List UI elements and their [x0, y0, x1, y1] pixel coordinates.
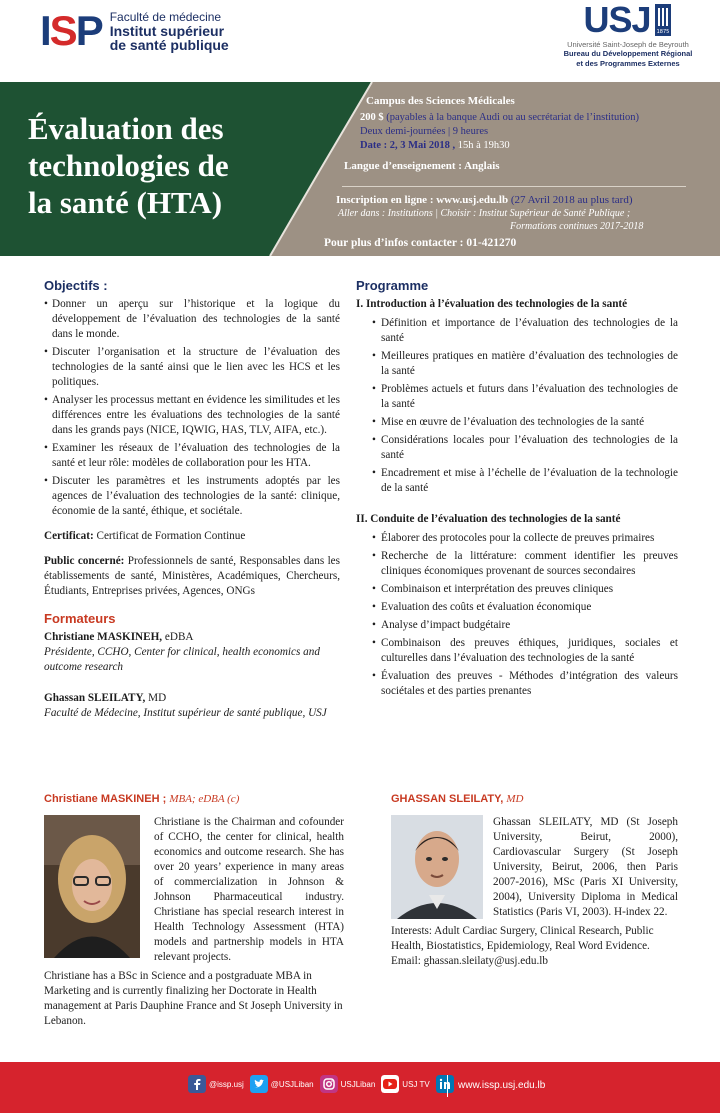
linkedin-icon: [436, 1075, 454, 1093]
certificate-label: Certificat:: [44, 530, 94, 542]
bio-ghassan-title: MD: [506, 793, 524, 805]
programme-part1-list: [356, 316, 678, 496]
certificate-value: Certificat de Formation Continue: [96, 530, 246, 542]
bio-christiane-heading: [44, 792, 344, 807]
isp-letter-s: S: [49, 7, 76, 54]
instagram-link[interactable]: [320, 1075, 376, 1093]
website-link[interactable]: www.issp.usj.edu.lb: [458, 1080, 546, 1091]
usj-office-line1: Bureau du Développement Régional: [563, 49, 693, 58]
facebook-icon: [188, 1075, 206, 1093]
programme-item: • Evaluation des coûts et évaluation économique: [372, 600, 678, 615]
course-title: [28, 110, 328, 221]
formations: Formations continues 2017-2018: [510, 221, 644, 232]
usj-logo: [558, 2, 698, 69]
bio-ghassan-email[interactable]: Email: ghassan.sleilaty@usj.edu.lb: [391, 955, 548, 967]
trainer-1-fullname: Christiane MASKINEH,: [44, 631, 163, 643]
usj-office-line2: et des Programmes Externes: [576, 59, 680, 68]
bio-ghassan-name: GHASSAN SLEILATY,: [391, 793, 504, 805]
programme-part2-title: II. Conduite de l’évaluation des technologies de la santé: [356, 513, 621, 525]
isp-faculty: Faculté de médecine: [109, 10, 222, 24]
programme-part1-title: I. Introduction à l’évaluation des technologies de la santé: [356, 298, 628, 310]
programme-item: • Analyse d’impact budgétaire: [372, 618, 678, 633]
certificate: [44, 529, 340, 544]
signup: [336, 194, 633, 206]
programme-item: • Combinaison et interprétation des preuves cliniques: [372, 582, 678, 597]
instagram-handle: USJLiban: [340, 1079, 376, 1089]
bio-christiane-title: MBA; eDBA (c): [169, 793, 240, 805]
footer-divider: [447, 1075, 448, 1097]
signup-deadline: (27 Avril 2018 au plus tard): [510, 194, 633, 206]
programme-heading: Programme: [356, 278, 429, 293]
isp-logo: [40, 7, 229, 54]
campus: Campus des Sciences Médicales: [366, 95, 515, 107]
price-amount: 200 $: [360, 112, 384, 123]
audience: [44, 554, 340, 599]
price-note: (payables à la banque Audi ou au secrétariat de l’institution): [386, 112, 640, 123]
trainer-1-role: Présidente, CCHO, Center for clinical, health economics and outcome research: [44, 646, 320, 673]
trainer-1-degree: eDBA: [164, 631, 194, 643]
instagram-icon: [320, 1075, 338, 1093]
usj-letters: USJ: [583, 0, 651, 40]
twitter-link[interactable]: [250, 1075, 314, 1093]
facebook-link[interactable]: [188, 1075, 244, 1093]
course-info: [320, 82, 720, 256]
trainers-heading: Formateurs: [44, 611, 116, 626]
footer: [0, 1062, 720, 1113]
isp-institute: Institut supérieur: [109, 23, 225, 39]
course-title-line1: Évaluation des: [28, 111, 224, 146]
programme-item: • Élaborer des protocoles pour la collecte de preuves primaires: [372, 531, 678, 546]
christiane-photo: [44, 815, 140, 958]
objective-item: • Discuter l’organisation et la structure de l’évaluation des technologies de la santé ainsi que le lien avec les HCS et les politiques.: [44, 345, 340, 390]
trainer-2-degree: MD: [148, 692, 167, 704]
bio-christiane-name: Christiane MASKINEH ;: [44, 793, 167, 805]
audience-value: Professionnels de santé, Responsables dans les établissements de santé, Ministères, Académiques, Chercheurs, Étudiants, Entreprises privées, Agences, ONGs: [44, 555, 341, 597]
info-divider: [342, 186, 686, 187]
bio-ghassan-text: Ghassan SLEILATY, MD (St Joseph University, Beirut, 2000), Cardiovascular Surgery (St Joseph University, Beirut, 2006, then Paris 2007-2016), MSc (Paris XI University, 2004), University Diploma in Medical Statistics (Paris VI, 2003). H-index 22.: [493, 816, 678, 918]
objectives-heading: Objectifs :: [44, 278, 108, 293]
programme-item: • Problèmes actuels et futurs dans l’évaluation des technologies de la santé: [372, 382, 678, 412]
usj-tower-icon: [653, 2, 673, 38]
bio-ghassan-heading: [391, 792, 678, 807]
programme-item: • Recherche de la littérature: comment identifier les preuves cliniques économiques provenant de sources secondaires: [372, 549, 678, 579]
youtube-handle: USJ TV: [402, 1079, 430, 1089]
youtube-icon: [381, 1075, 399, 1093]
dates: [360, 140, 510, 151]
isp-logo-text: [110, 10, 229, 52]
twitter-icon: [250, 1075, 268, 1093]
isp-public-health: de santé publique: [109, 37, 229, 53]
isp-logo-mark: [40, 7, 102, 54]
right-column: [356, 278, 678, 702]
usj-university-name: Université Saint-Joseph de Beyrouth: [567, 40, 689, 49]
date-time: 15h à 19h30: [457, 140, 510, 151]
ghassan-photo: [391, 815, 483, 919]
objectives-list: [44, 297, 340, 519]
facebook-handle: @issp.usj: [209, 1079, 244, 1089]
social-links: [188, 1075, 463, 1093]
programme-item: • Définition et importance de l’évaluation des technologies de la santé: [372, 316, 678, 346]
bio-ghassan: [391, 792, 678, 969]
programme-item: • Meilleures pratiques en matière d’évaluation des technologies de la santé: [372, 349, 678, 379]
objective-item: • Examiner les réseaux de l’évaluation des technologies de la santé et leur rôle: modèles de collaboration pour les HTA.: [44, 441, 340, 471]
date-label: Date : 2, 3 Mai 2018 ,: [360, 140, 456, 151]
contact: Pour plus d’infos contacter : 01-421270: [324, 237, 517, 249]
programme-part2-list: [356, 531, 678, 699]
audience-label: Public concerné:: [44, 555, 125, 567]
price: [360, 112, 639, 123]
signup-instructions: Aller dans : Institutions | Choisir : Institut Supérieur de Santé Publique ;: [338, 208, 631, 219]
isp-letter-p: P: [75, 7, 102, 54]
trainer-2-fullname: Ghassan SLEILATY,: [44, 692, 146, 704]
header: [0, 0, 720, 82]
programme-item: • Combinaison des preuves éthiques, juridiques, sociales et culturelles dans l’évaluation des technologies de la santé: [372, 636, 678, 666]
course-title-line2: technologies de: [28, 148, 229, 183]
programme-item: • Évaluation des preuves - Méthodes d’intégration des valeurs sociétales et des parties prenantes: [372, 669, 678, 699]
bio-ghassan-interests: Interests: Adult Cardiac Surgery, Clinical Research, Public Health, Biostatistics, Epidemiology, Real Word Evidence.: [391, 925, 654, 952]
bio-christiane-text: Christiane is the Chairman and cofounder of CCHO, the center for clinical, health economics and outcome research. She has over 20 years’ experience in many areas of commercialization in Johnson & Johnson Pharmaceutical industry. Christiane has special research interest in Health Technology Assessment (HTA) models and partnership models in HTA relevant projects.: [154, 816, 344, 963]
usj-year: 1875: [656, 29, 669, 35]
programme-item: • Encadrement et mise à l’échelle de l’évaluation de la technologie de la santé: [372, 466, 678, 496]
objective-item: • Discuter les paramètres et les instruments adoptés par les agences de l’évaluation des technologies de la santé: clinique, économie de la santé, éthique, et sociétale.: [44, 474, 340, 519]
programme-item: • Considérations locales pour l’évaluation des technologies de la santé: [372, 433, 678, 463]
duration: Deux demi-journées | 9 heures: [360, 126, 489, 137]
youtube-link[interactable]: [381, 1075, 429, 1093]
language: Langue d’enseignement : Anglais: [344, 160, 500, 172]
programme-item: • Mise en œuvre de l’évaluation des technologies de la santé: [372, 415, 678, 430]
trainer-2-name: [44, 691, 340, 706]
left-column: [44, 278, 340, 721]
twitter-handle: @USJLiban: [270, 1079, 314, 1089]
trainer-2-role: Faculté de Médecine, Institut supérieur de santé publique, USJ: [44, 707, 327, 719]
signup-link[interactable]: Inscription en ligne : www.usj.edu.lb: [336, 194, 509, 206]
objective-item: • Analyser les processus mettant en évidence les similitudes et les différences entre les évaluations des technologies de la santé dans les grands pays (NICE, IQWIG, HAS, TLV, AIFA, etc.).: [44, 393, 340, 438]
bio-christiane-education: Christiane has a BSc in Science and a postgraduate MBA in Marketing and is currently finalizing her Doctorate in Health management at Paris Dauphine France and St Joseph University in Lebanon.: [44, 970, 343, 1027]
trainer-1-name: [44, 630, 340, 645]
course-title-line3: la santé (HTA): [28, 185, 223, 220]
bio-christiane: [44, 792, 344, 1029]
banner: [0, 82, 720, 256]
objective-item: • Donner un aperçu sur l’historique et la logique du développement de l’évaluation des technologies de la santé dans le monde.: [44, 297, 340, 342]
isp-letter-i: I: [40, 7, 50, 54]
